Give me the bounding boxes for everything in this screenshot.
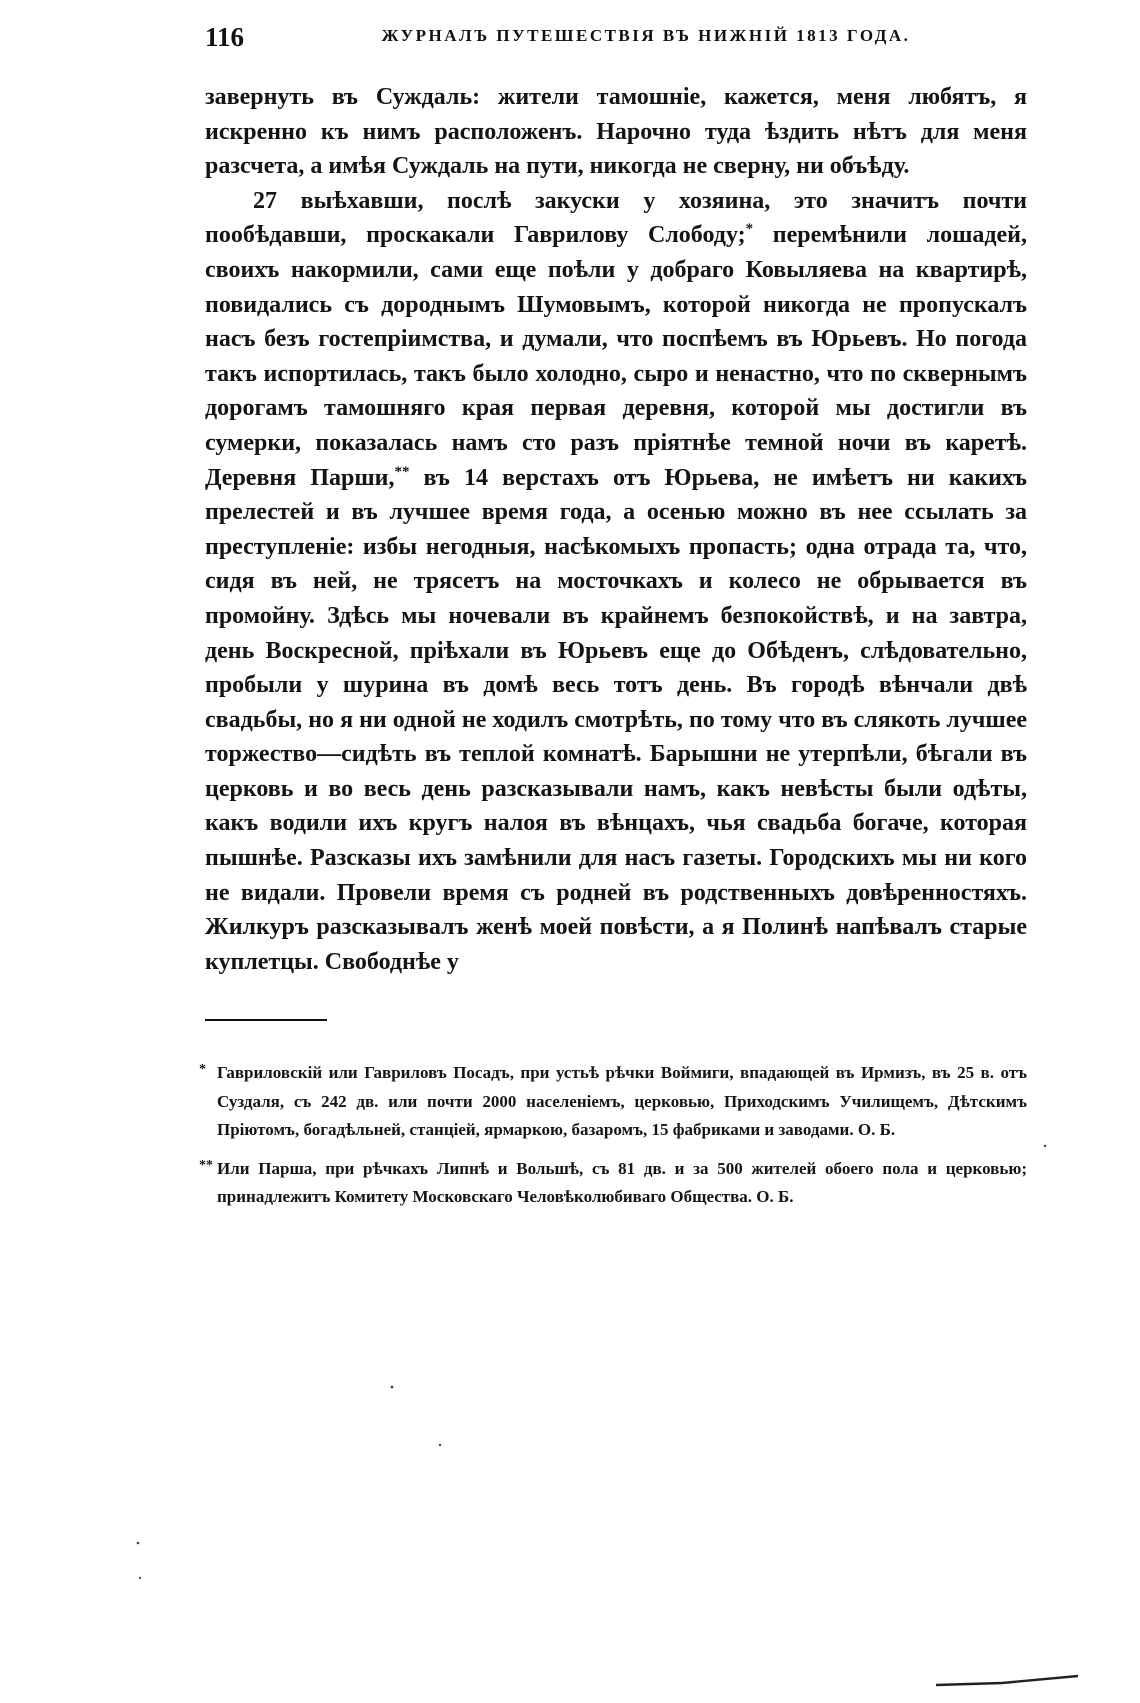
footnote-text: Гавриловскій или Гавриловъ Посадъ, при устьѣ рѣчки Воймиги, впадающей въ Ирмизъ, въ 25 в. отъ Суздаля, съ 242 дв. или почти 2000 населеніемъ, церковью, Приходскимъ Училищемъ, Дѣтскимъ Пріютомъ, богадѣльней, станціей, ярмаркою, базаромъ, 15 фабриками и заводами. О. Б.: [217, 1063, 1027, 1140]
paragraph-text: 27 выѣхавши, послѣ закуски у хозяина, это значитъ почти пообѣдавши, проскакали Гаврилову Слободу;: [205, 187, 1027, 249]
footnote-mark: *: [199, 1062, 206, 1078]
page-number: 116: [205, 22, 245, 52]
footnotes: [199, 1059, 1027, 1212]
scan-speck: [391, 1386, 394, 1389]
paragraph: завернуть въ Суждаль: жители тамошніе, кажется, меня любятъ, я искренно къ нимъ расположенъ. Нарочно туда ѣздить нѣтъ для меня разсчета, а имѣя Суждаль на пути, никогда не сверну, ни объѣду.: [205, 84, 1027, 180]
scan-speck: [439, 1444, 441, 1446]
paragraph: [205, 184, 1027, 980]
scan-speck: [137, 1542, 140, 1545]
footnote: [199, 1059, 1027, 1145]
paragraph-text: въ 14 верстахъ отъ Юрьева, не имѣетъ ни какихъ прелестей и въ лучшее время года, а осенью можно въ нее ссылать за преступленіе: избы негодныя, насѣкомыхъ пропасть; одна отрада та, что, сидя въ ней, не трясетъ на мосточкахъ и колесо не обрывается въ промойну. Здѣсь мы ночевали въ крайнемъ безпокойствѣ, и на завтра, день Воскресной, пріѣхали въ Юрьевъ еще до Обѣденъ, слѣдовательно, пробыли у шурина въ домѣ весь тотъ день. Въ городѣ вѣнчали двѣ свадьбы, но я ни одной не ходилъ смотрѣть, по тому что въ слякоть лучшее торжество—сидѣть въ теплой комнатѣ. Барышни не утерпѣли, бѣгали въ церковь и во весь день разсказывали намъ, какъ невѣсты были одѣты, какъ водили ихъ кругъ налоя въ вѣнцахъ, чья свадьба богаче, которая пышнѣе. Разсказы ихъ замѣнили для насъ газеты. Городскихъ мы ни кого не видали. Провели время съ родней въ родственныхъ довѣренностяхъ. Жилкуръ разсказывалъ женѣ моей повѣсти, а я Полинѣ напѣвалъ старые куплетцы. Свободнѣе у: [205, 464, 1027, 975]
scan-smudge: [936, 1676, 1078, 1685]
footnote: [199, 1155, 1027, 1212]
book-page: [199, 22, 1028, 1212]
scan-speck: [1044, 1145, 1046, 1147]
footnote-reference: **: [394, 463, 410, 480]
footnote-mark: **: [199, 1157, 213, 1173]
footnote-text: Или Парша, при рѣчкахъ Липнѣ и Вольшѣ, съ 81 дв. и за 500 жителей обоего пола и церковью; принадлежитъ Комитету Московскаго Человѣколюбиваго Общества. О. Б.: [217, 1158, 1027, 1207]
footnote-reference: *: [745, 221, 754, 238]
running-title: ЖУРНАЛЪ ПУТЕШЕСТВІЯ ВЪ НИЖНІЙ 1813 ГОДА.: [381, 26, 911, 45]
scan-speck: [139, 1577, 141, 1579]
body-text: [205, 80, 1027, 979]
paragraph-text: перемѣнили лошадей, своихъ накормили, сами еще поѣли у добраго Ковыляева на квартирѣ, повидались съ дороднымъ Шумовымъ, которой никогда не пропускалъ насъ безъ гостепріимства, и думали, что поспѣемъ въ Юрьевъ. Но погода такъ испортилась, такъ было холодно, сыро и ненастно, что по сквернымъ дорогамъ тамошняго края первая деревня, которой мы достигли въ сумерки, показалась намъ сто разъ пріятнѣе темной ночи въ каретѣ. Деревня Парши,: [205, 222, 1028, 491]
footnote-divider: [205, 1019, 327, 1021]
running-head: [205, 22, 1027, 62]
